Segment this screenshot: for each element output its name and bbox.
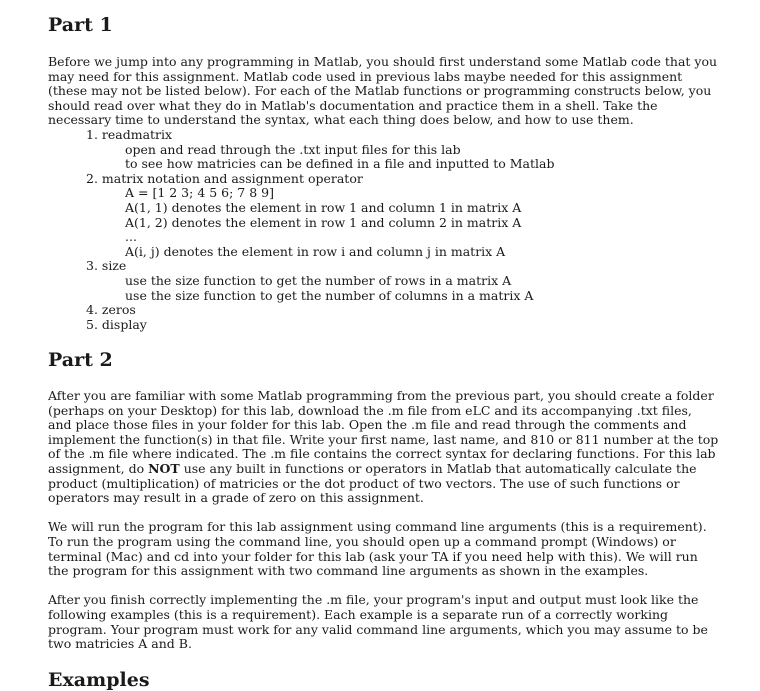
intro-line: Before we jump into any programming in Matlab, you should first understand some Matlab code that you [48,54,718,69]
paragraph-line: (perhaps on your Desktop) for this lab, download the .m file from eLC and its accompanying .txt files, [48,402,692,418]
part1-section [48,55,728,332]
paragraph-line: the program for this assignment with two command line arguments as shown in the examples. [48,563,649,579]
paragraph-line: two matricies A and B. [48,636,192,652]
list-item-detail: to see how matricies can be defined in a file and inputted to Matlab [125,156,555,172]
text-run: use any built in functions or operators in Matlab that automatically calculate the [179,460,697,476]
intro-line: may need for this assignment. Matlab code used in previous labs maybe needed for this assignment [48,68,683,84]
list-item-label: 3. size [86,258,127,274]
intro-line: should read over what they do in Matlab's documentation and practice them in a shell. Take the [48,97,658,113]
paragraph-line: After you are familiar with some Matlab programming from the previous part, you should create a folder [48,388,714,403]
list-item-label: 2. matrix notation and assignment operator [86,170,363,186]
paragraph-line: program. Your program must work for any valid command line arguments, which you may assume to be [48,621,708,637]
intro-line: necessary time to understand the syntax, what each thing does below, and how to use them. [48,112,634,128]
list-item-detail: A = [1 2 3; 4 5 6; 7 8 9] [125,185,274,201]
intro-line: (these may not be listed below). For each of the Matlab functions or programming constructs below, you [48,83,712,99]
text-run: assignment, do [48,460,149,476]
paragraph-line: implement the function(s) in that file. Write your first name, last name, and 810 or 811 number at the top [48,431,719,447]
paragraph-line: and place those files in your folder for this lab. Open the .m file and read through the comments and [48,417,687,433]
part1-heading: Part 1 [48,14,113,36]
part1-intro [48,55,728,128]
list-item-label: 5. display [86,316,147,332]
list-item-detail: A(1, 2) denotes the element in row 1 and column 2 in matrix A [125,214,522,230]
part2-heading: Part 2 [48,349,113,371]
list-item-detail: use the size function to get the number of columns in a matrix A [125,287,534,303]
list-item-label: 4. zeros [86,302,136,318]
paragraph-line: of the .m file where indicated. The .m file contains the correct syntax for declaring functions. For this lab [48,446,716,462]
paragraph-line: After you finish correctly implementing the .m file, your program's input and output must look like the [48,592,699,608]
part2-section [48,389,728,652]
list-item-detail: ... [125,229,137,245]
part2-paragraph-1 [48,389,728,506]
list-item-label: 1. readmatrix [86,126,173,142]
examples-heading: Examples [48,669,150,691]
paragraph-line: operators may result in a grade of zero on this assignment. [48,490,424,506]
paragraph-line: product (multiplication) of matricies or the dot product of two vectors. The use of such functions or [48,475,680,491]
paragraph-line: We will run the program for this lab assignment using command line arguments (this is a requirement). [48,519,707,535]
emphasis-not: NOT [148,460,180,476]
construct-list [48,128,728,332]
paragraph-line: To run the program using the command line, you should open up a command prompt (Windows) or [48,533,676,549]
part2-paragraph-3 [48,593,728,651]
part2-paragraph-2 [48,520,728,578]
list-item-detail: use the size function to get the number of rows in a matrix A [125,272,512,288]
list-item-detail: A(i, j) denotes the element in row i and column j in matrix A [125,243,506,259]
list-item-detail: A(1, 1) denotes the element in row 1 and column 1 in matrix A [125,199,522,215]
paragraph-line [48,462,728,477]
paragraph-line: terminal (Mac) and cd into your folder for this lab (ask your TA if you need help with this). We will run [48,548,698,564]
paragraph-line: following examples (this is a requirement). Each example is a separate run of a correctly working [48,606,669,622]
list-item-detail: open and read through the .txt input files for this lab [125,141,461,157]
